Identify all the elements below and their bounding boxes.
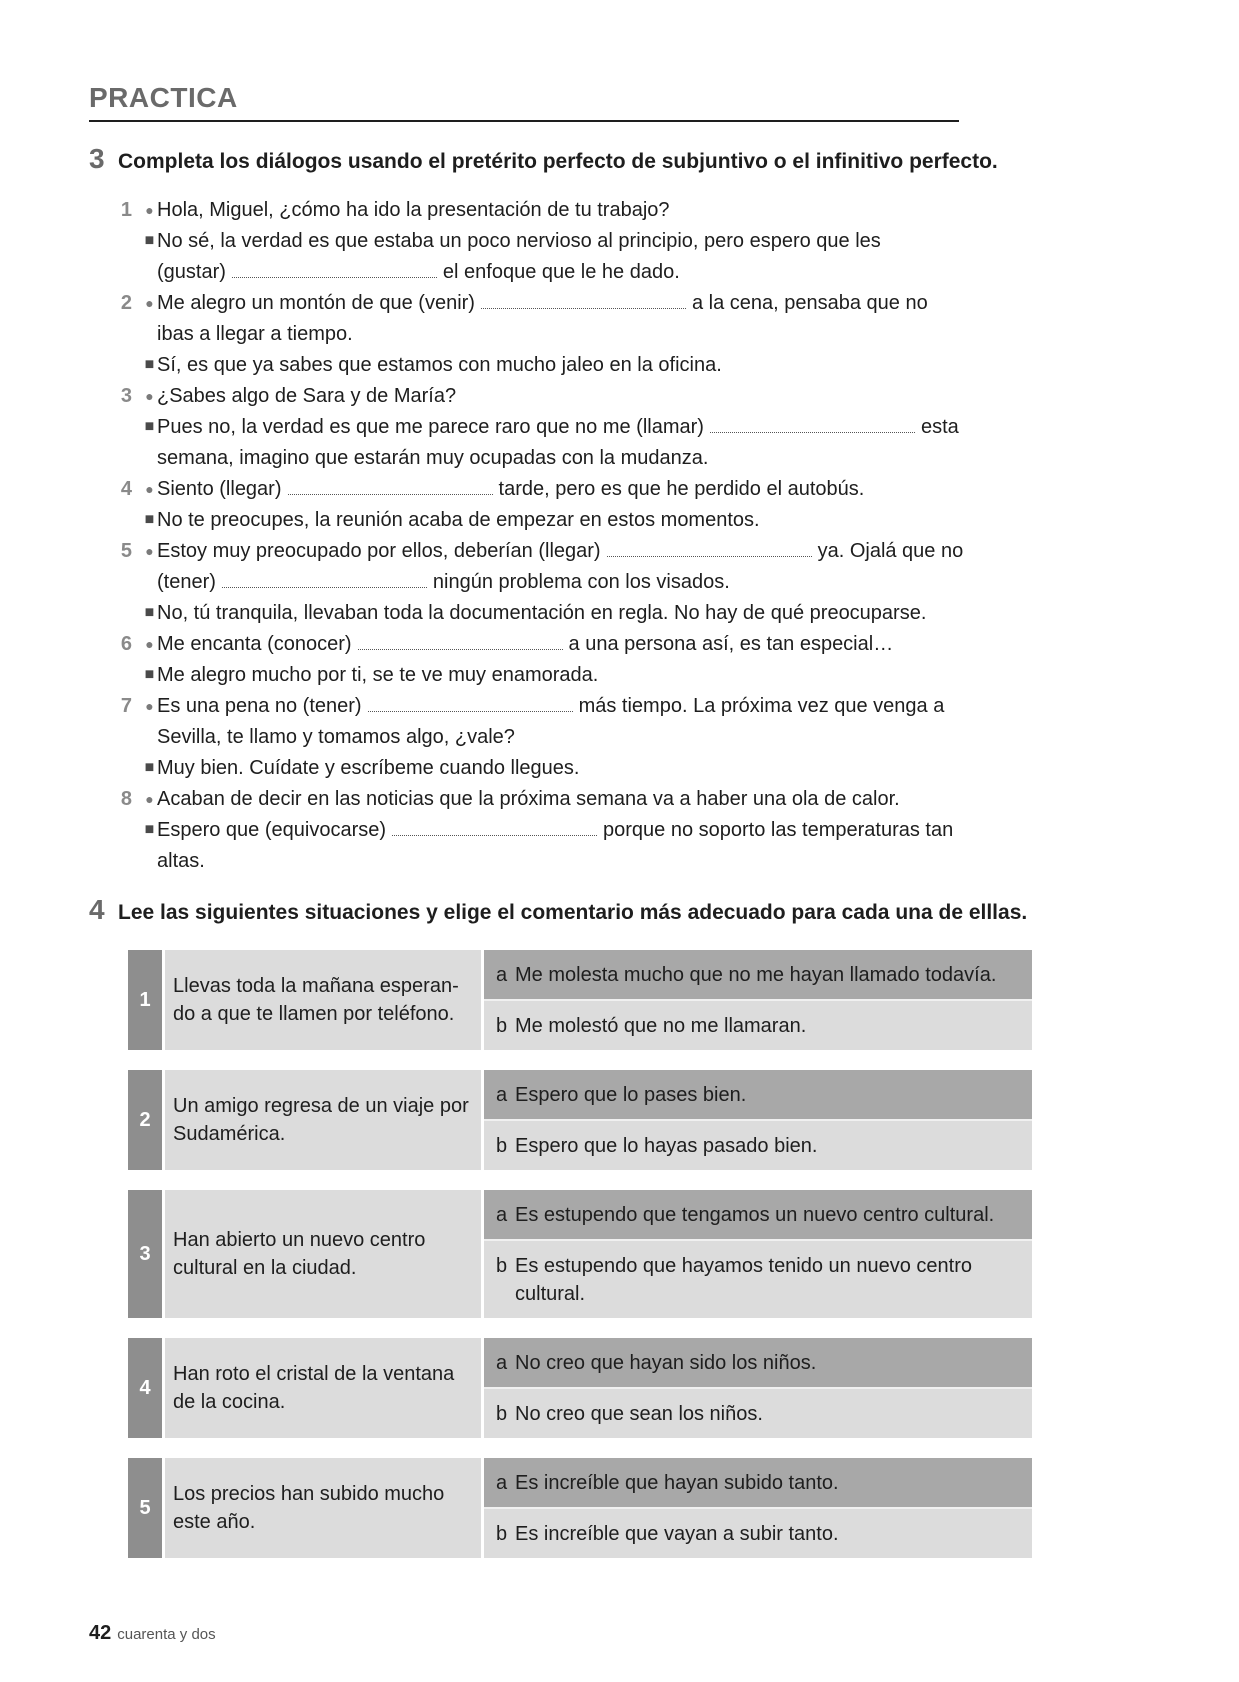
option-b[interactable]: [484, 1509, 1032, 1558]
dialog-text: No, tú tranquila, llevaban toda la documentación en regla. No hay de qué preocuparse.: [157, 602, 927, 624]
dialog-item-number: 5: [120, 540, 132, 562]
line-indent: [142, 320, 157, 348]
exercise-instruction: Lee las siguientes situaciones y elige el comentario más adecuado para cada una de elllas.: [118, 901, 1028, 924]
option-b[interactable]: [484, 1241, 1032, 1318]
option-text: No creo que sean los niños.: [515, 1403, 763, 1425]
option-text: Es increíble que vayan a subir tanto.: [515, 1523, 839, 1545]
dialog-text: ibas a llegar a tiempo.: [157, 323, 353, 345]
speaker-square-icon: ■: [144, 511, 155, 528]
dialog-text: (gustar): [157, 261, 226, 283]
dialog-line: [142, 506, 996, 534]
line-indent: [142, 568, 157, 596]
page-footer: [89, 1622, 216, 1645]
dialog-line: [142, 630, 996, 658]
option-text: Espero que lo pases bien.: [515, 1084, 747, 1106]
situation-cell: [165, 1070, 481, 1170]
situation-cell: [165, 950, 481, 1050]
situation-cell: [165, 1338, 481, 1438]
option-letter: b: [496, 1255, 508, 1277]
situation-text: Han roto el cristal de la ventana de la cocina.: [173, 1363, 455, 1413]
option-text: Espero que lo hayas pasado bien.: [515, 1135, 818, 1157]
speaker-circle-icon: ●: [145, 636, 154, 652]
speaker-square-icon: ■: [144, 604, 155, 621]
dialog-item-number: 7: [120, 695, 132, 717]
dialog-line: [142, 351, 996, 379]
exercise-3-heading: [89, 143, 998, 175]
dialog-text: (tener): [157, 571, 216, 593]
row-number: 3: [128, 1190, 162, 1318]
dialog-line: [142, 692, 996, 720]
option-letter: a: [496, 1472, 508, 1494]
exercise-number: 3: [89, 143, 105, 174]
answer-blank[interactable]: [232, 275, 437, 278]
answer-blank[interactable]: [710, 430, 915, 433]
speaker-square-icon: ■: [144, 821, 155, 838]
dialog-item-number: 6: [120, 633, 132, 655]
line-indent: [142, 444, 157, 472]
speaker-circle-icon: ●: [145, 698, 154, 714]
option-text: No creo que hayan sido los niños.: [515, 1352, 817, 1374]
choice-row: [128, 1190, 1032, 1318]
dialog-text: Es una pena no (tener): [157, 695, 362, 717]
answer-blank[interactable]: [607, 554, 812, 557]
dialog-text: altas.: [157, 850, 205, 872]
speaker-square-icon: ■: [144, 418, 155, 435]
speaker-circle-icon: ●: [145, 481, 154, 497]
choice-row: [128, 950, 1032, 1050]
dialog-item: [116, 785, 996, 878]
dialog-text: más tiempo. La próxima vez que venga a: [578, 695, 945, 717]
dialog-text: Muy bien. Cuídate y escríbeme cuando llegues.: [157, 757, 580, 779]
dialog-line: [142, 444, 996, 472]
speaker-circle-icon: ●: [145, 791, 154, 807]
speaker-circle-icon: ●: [145, 388, 154, 404]
dialog-line: [142, 661, 996, 689]
dialog-line: [142, 723, 996, 751]
option-a[interactable]: [484, 1338, 1032, 1389]
speaker-circle-icon: ●: [145, 543, 154, 559]
option-letter: a: [496, 1204, 508, 1226]
dialog-list: [116, 196, 996, 878]
speaker-circle-icon: ●: [145, 202, 154, 218]
option-letter: a: [496, 1352, 508, 1374]
answer-blank[interactable]: [368, 709, 573, 712]
dialog-text: porque no soporto las temperaturas tan: [603, 819, 954, 841]
option-letter: a: [496, 964, 508, 986]
dialog-text: Acaban de decir en las noticias que la próxima semana va a haber una ola de calor.: [157, 788, 900, 810]
dialog-text: semana, imagino que estarán muy ocupadas con la mudanza.: [157, 447, 709, 469]
option-letter: b: [496, 1015, 508, 1037]
option-a[interactable]: [484, 1070, 1032, 1121]
page-number: 42: [89, 1622, 112, 1644]
line-indent: [142, 258, 157, 286]
exercise-number: 4: [89, 894, 105, 925]
dialog-text: Me alegro mucho por ti, se te ve muy enamorada.: [157, 664, 599, 686]
speaker-square-icon: ■: [144, 356, 155, 373]
dialog-text: ya. Ojalá que no: [817, 540, 964, 562]
option-a[interactable]: [484, 1458, 1032, 1509]
dialog-line: [142, 413, 996, 441]
dialog-text: a una persona así, es tan especial…: [568, 633, 894, 655]
dialog-item-number: 8: [120, 788, 132, 810]
dialog-text: No sé, la verdad es que estaba un poco nervioso al principio, pero espero que les: [157, 230, 881, 252]
dialog-line: [142, 754, 996, 782]
option-text: Me molestó que no me llamaran.: [515, 1015, 807, 1037]
dialog-item-number: 2: [120, 292, 132, 314]
situation-text: Los precios han subido mucho este año.: [173, 1483, 445, 1533]
speaker-circle-icon: ●: [145, 295, 154, 311]
dialog-text: el enfoque que le he dado.: [442, 261, 680, 283]
exercise-instruction: Completa los diálogos usando el pretérito perfecto de subjuntivo o el infinitivo perfecto.: [118, 150, 998, 173]
choice-table: [128, 950, 1032, 1578]
speaker-square-icon: ■: [144, 666, 155, 683]
row-number: 4: [128, 1338, 162, 1438]
dialog-item: [116, 475, 996, 537]
choice-row: [128, 1458, 1032, 1558]
row-number: 2: [128, 1070, 162, 1170]
situation-text: Han abierto un nuevo centro cultural en la ciudad.: [173, 1229, 426, 1279]
dialog-line: [142, 258, 996, 286]
line-indent: [142, 847, 157, 875]
situation-cell: [165, 1458, 481, 1558]
option-b[interactable]: [484, 1001, 1032, 1050]
option-letter: b: [496, 1523, 508, 1545]
dialog-text: Hola, Miguel, ¿cómo ha ido la presentación de tu trabajo?: [157, 199, 670, 221]
row-number: 1: [128, 950, 162, 1050]
dialog-line: [142, 196, 996, 224]
situation-text: Un amigo regresa de un viaje por Sudamérica.: [173, 1095, 469, 1145]
dialog-line: [142, 599, 996, 627]
dialog-text: Me alegro un montón de que (venir): [157, 292, 475, 314]
option-text: Es increíble que hayan subido tanto.: [515, 1472, 839, 1494]
dialog-text: esta: [920, 416, 959, 438]
page-number-words: cuarenta y dos: [117, 1626, 216, 1643]
dialog-item: [116, 537, 996, 630]
speaker-square-icon: ■: [144, 232, 155, 249]
situation-cell: [165, 1190, 481, 1318]
choice-row: [128, 1070, 1032, 1170]
situation-text: Llevas toda la mañana esperan-do a que te llamen por teléfono.: [173, 975, 459, 1025]
dialog-text: No te preocupes, la reunión acaba de empezar en estos momentos.: [157, 509, 760, 531]
dialog-text: Espero que (equivocarse): [157, 819, 387, 841]
exercise-4-heading: [89, 894, 1027, 926]
dialog-line: [142, 382, 996, 410]
dialog-item-number: 3: [120, 385, 132, 407]
choice-row: [128, 1338, 1032, 1438]
answer-blank[interactable]: [358, 647, 563, 650]
option-letter: a: [496, 1084, 508, 1106]
dialog-item-number: 4: [120, 478, 132, 500]
dialog-line: [142, 227, 996, 255]
option-a[interactable]: [484, 1190, 1032, 1241]
option-letter: b: [496, 1135, 508, 1157]
dialog-item: [116, 382, 996, 475]
dialog-text: tarde, pero es que he perdido el autobús.: [498, 478, 865, 500]
dialog-text: Sí, es que ya sabes que estamos con mucho jaleo en la oficina.: [157, 354, 722, 376]
page-title: PRACTICA: [89, 80, 959, 122]
dialog-item: [116, 630, 996, 692]
dialog-line: [142, 475, 996, 503]
dialog-line: [142, 537, 996, 565]
dialog-item: [116, 692, 996, 785]
option-text: Es estupendo que tengamos un nuevo centro cultural.: [515, 1204, 995, 1226]
dialog-line: [142, 289, 996, 317]
speaker-square-icon: ■: [144, 759, 155, 776]
dialog-line: [142, 320, 996, 348]
row-number: 5: [128, 1458, 162, 1558]
dialog-line: [142, 785, 996, 813]
dialog-line: [142, 816, 996, 844]
line-indent: [142, 723, 157, 751]
answer-blank[interactable]: [288, 492, 493, 495]
option-b[interactable]: [484, 1389, 1032, 1438]
option-text: Me molesta mucho que no me hayan llamado todavía.: [515, 964, 997, 986]
dialog-text: Me encanta (conocer): [157, 633, 352, 655]
dialog-item: [116, 196, 996, 289]
option-letter: b: [496, 1403, 508, 1425]
dialog-text: ningún problema con los visados.: [432, 571, 730, 593]
option-a[interactable]: [484, 950, 1032, 1001]
option-text: Es estupendo que hayamos tenido un nuevo centro cultural.: [515, 1255, 972, 1305]
dialog-text: Pues no, la verdad es que me parece raro que no me (llamar): [157, 416, 704, 438]
dialog-text: ¿Sabes algo de Sara y de María?: [157, 385, 457, 407]
dialog-text: Estoy muy preocupado por ellos, deberían (llegar): [157, 540, 601, 562]
option-b[interactable]: [484, 1121, 1032, 1170]
dialog-line: [142, 568, 996, 596]
dialog-text: a la cena, pensaba que no: [691, 292, 928, 314]
answer-blank[interactable]: [222, 585, 427, 588]
dialog-item-number: 1: [120, 199, 132, 221]
dialog-item: [116, 289, 996, 382]
dialog-line: [142, 847, 996, 875]
answer-blank[interactable]: [392, 833, 597, 836]
dialog-text: Sevilla, te llamo y tomamos algo, ¿vale?: [157, 726, 515, 748]
dialog-text: Siento (llegar): [157, 478, 282, 500]
answer-blank[interactable]: [481, 306, 686, 309]
